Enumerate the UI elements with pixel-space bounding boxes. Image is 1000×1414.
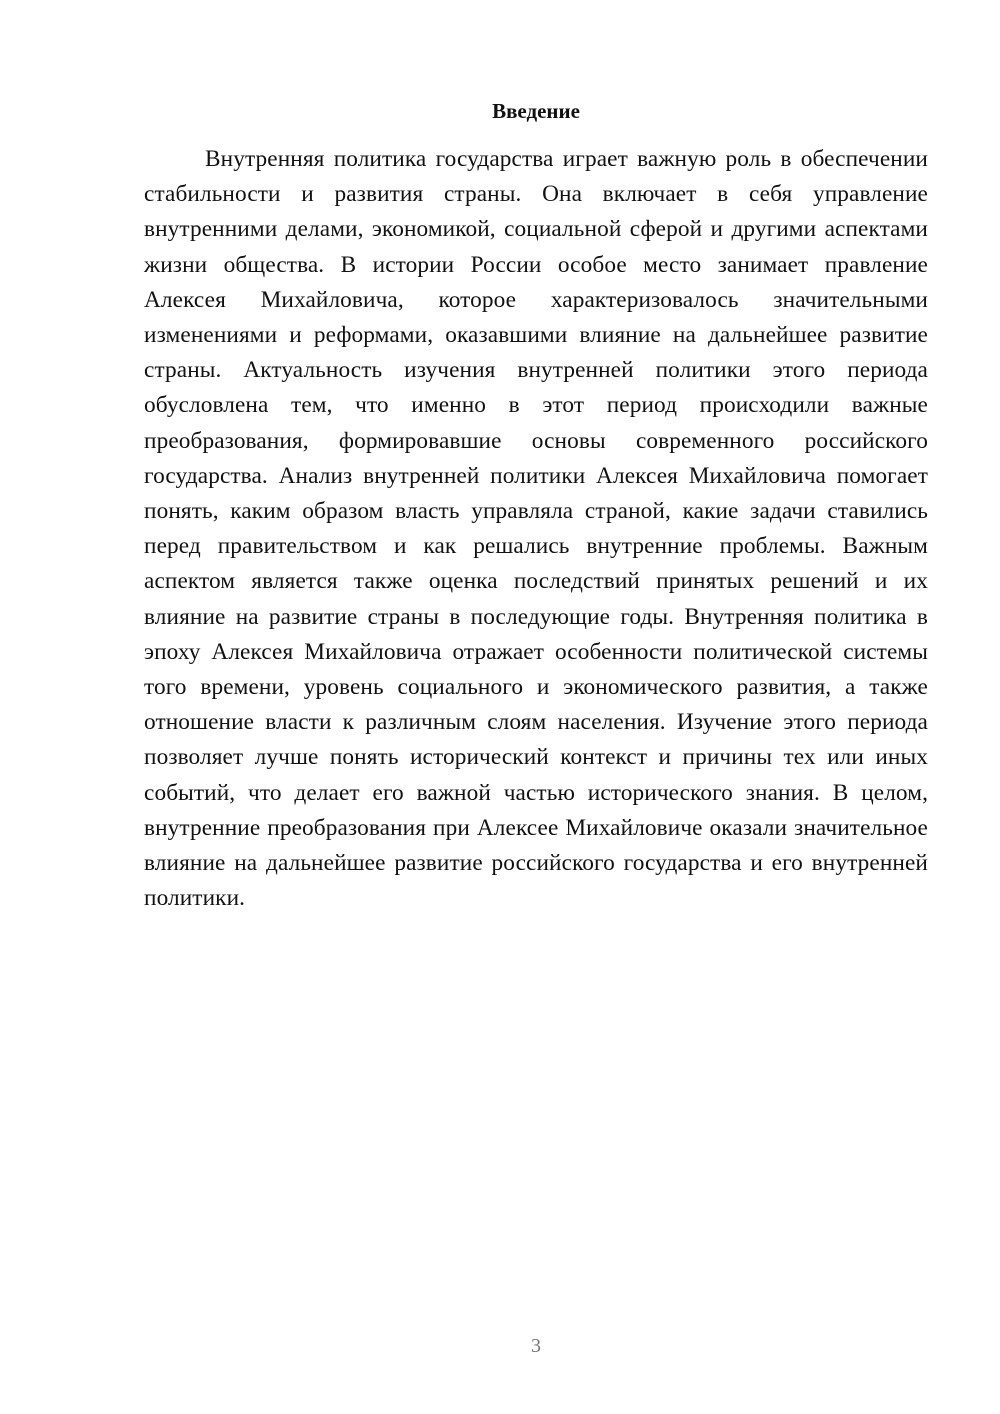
section-heading: Введение xyxy=(492,99,580,123)
body-paragraph: Внутренняя политика государства играет важную роль в обеспечении стабильности и развития страны. Она включает в себя управление внутренними делами, экономикой, социальной сферой и другими аспектами жизни общества. В истории России особое место занимает правление Алексея Михайловича, которое характеризовалось значительными изменениями и реформами, оказавшими влияние на дальнейшее развитие страны. Актуальность изучения внутренней политики этого периода обусловлена тем, что именно в этот период происходили важные преобразования, формировавшие основы современного российского государства. Анализ внутренней политики Алексея Михайловича помогает понять, каким образом власть управляла страной, какие задачи ставились перед правительством и как решались внутренние проблемы. Важным аспектом является также оценка последствий принятых решений и их влияние на развитие страны в последующие годы. Внутренняя политика в эпоху Алексея Михайловича отражает особенности политической системы того времени, уровень социального и экономического развития, а также отношение власти к различным слоям населения. Изучение этого периода позволяет лучше понять исторический контекст и причины тех или иных событий, что делает его важной частью исторического знания. В целом, внутренние преобразования при Алексее Михайловиче оказали значительное влияние на дальнейшее развитие российского государства и его внутренней политики. xyxy=(144,146,928,912)
page-number: 3 xyxy=(531,1335,541,1357)
